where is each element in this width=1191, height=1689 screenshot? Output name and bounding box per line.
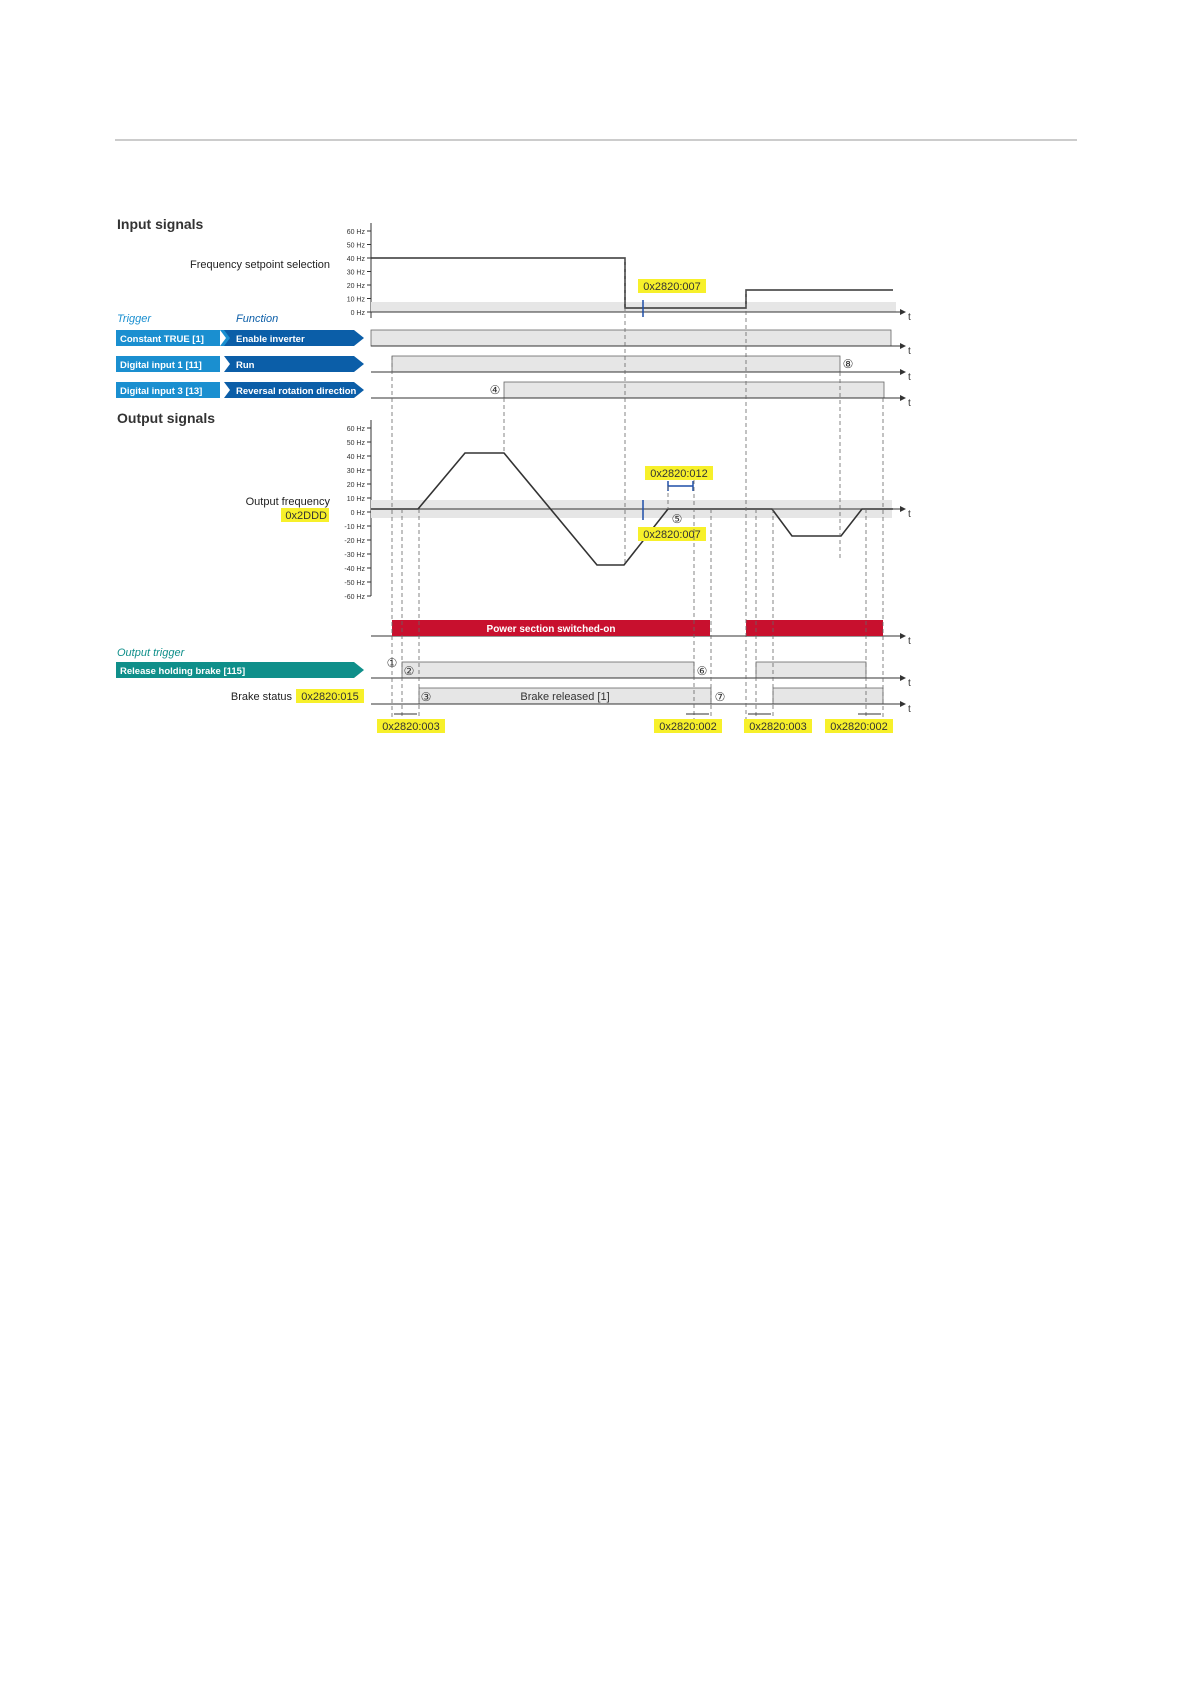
output-threshold-param-text: 0x2820:007: [643, 529, 701, 541]
setpoint-axis: [347, 223, 371, 318]
axis-tick-label: 50 Hz: [346, 440, 365, 447]
input-signals-heading: Input signals: [117, 216, 204, 232]
trigger-header: Trigger: [117, 313, 152, 325]
time-axis-label: t: [908, 312, 911, 323]
brake-status-param-text: 0x2820:015: [301, 691, 359, 703]
setpoint-waveform: [371, 258, 893, 308]
output-signals-heading: Output signals: [117, 410, 215, 426]
axis-tick-label: 0 Hz: [350, 310, 365, 317]
marker-4: ④: [489, 383, 501, 397]
output-frequency-param-text: 0x2DDD: [285, 510, 327, 522]
marker-8: ⑧: [842, 357, 854, 371]
axis-tick-label: 20 Hz: [346, 482, 365, 489]
output-trigger-row: [116, 662, 364, 678]
axis-tick-label: -30 Hz: [344, 552, 365, 559]
axis-tick-label: -60 Hz: [344, 594, 365, 601]
svg-text:0x2820:002: 0x2820:002: [830, 721, 888, 733]
output-axis: [344, 420, 371, 601]
brake-status-label: Brake status: [230, 691, 292, 703]
function-label: Reversal rotation direction: [236, 386, 357, 397]
svg-text:0x2820:002: 0x2820:002: [659, 721, 717, 733]
release-brake-signal-1: [402, 662, 694, 678]
svg-text:t: t: [908, 372, 911, 383]
axis-tick-label: -20 Hz: [344, 538, 365, 545]
svg-text:Release holding brake [115]: Release holding brake [115]: [120, 666, 246, 677]
svg-text:t: t: [908, 398, 911, 409]
axis-tick-label: 40 Hz: [346, 454, 365, 461]
brake-released-label: Brake released [1]: [520, 691, 610, 703]
function-header: Function: [236, 313, 279, 325]
trigger-row-run: [116, 356, 364, 372]
marker-3: ③: [420, 690, 432, 704]
svg-text:t: t: [908, 509, 911, 520]
svg-text:t: t: [908, 346, 911, 357]
brake-released-signal-2: [773, 688, 883, 704]
trigger-row-reversal: [116, 382, 364, 398]
svg-text:t: t: [908, 636, 911, 647]
power-section-label: Power section switched-on: [486, 624, 616, 635]
marker-7: ⑦: [714, 690, 726, 704]
axis-tick-label: -40 Hz: [344, 566, 365, 573]
axis-tick-label: 60 Hz: [346, 229, 365, 236]
axis-tick-label: 60 Hz: [346, 426, 365, 433]
svg-text:t: t: [908, 704, 911, 715]
svg-text:0x2820:003: 0x2820:003: [749, 721, 807, 733]
trigger-label: Digital input 1 [11]: [120, 360, 202, 371]
run-signal: [392, 356, 840, 372]
output-trigger-header: Output trigger: [117, 647, 185, 659]
delay-param-text: 0x2820:012: [650, 468, 708, 480]
power-section-bar-2: [746, 620, 883, 636]
output-frequency-label: Output frequency: [245, 496, 330, 508]
setpoint-threshold-band: [371, 302, 896, 312]
axis-tick-label: 20 Hz: [346, 283, 365, 290]
guide-lines: [392, 258, 883, 720]
svg-text:0x2820:003: 0x2820:003: [382, 721, 440, 733]
enable-inverter-signal: [371, 330, 891, 346]
reversal-signal: [504, 382, 884, 398]
step-markers: [387, 357, 854, 704]
axis-tick-label: -50 Hz: [344, 580, 365, 587]
setpoint-threshold-param-text: 0x2820:007: [643, 281, 701, 293]
axis-tick-label: 0 Hz: [350, 510, 365, 517]
axis-tick-label: -10 Hz: [344, 524, 365, 531]
axis-tick-label: 30 Hz: [346, 468, 365, 475]
function-label: Run: [236, 360, 255, 371]
trigger-label: Digital input 3 [13]: [120, 386, 203, 397]
axis-tick-label: 30 Hz: [346, 269, 365, 277]
axis-tick-label: 10 Hz: [346, 496, 365, 503]
trigger-row-enable-inverter: [116, 330, 364, 346]
trigger-label: Constant TRUE [1]: [120, 334, 204, 345]
axis-tick-label: 40 Hz: [346, 256, 365, 263]
marker-1: ①: [386, 656, 398, 670]
marker-5: ⑤: [671, 512, 683, 526]
marker-6: ⑥: [696, 664, 708, 678]
freq-setpoint-label: Frequency setpoint selection: [189, 259, 330, 271]
marker-2: ②: [403, 664, 415, 678]
svg-text:t: t: [908, 678, 911, 689]
function-label: Enable inverter: [236, 334, 305, 345]
axis-tick-label: 50 Hz: [346, 242, 365, 250]
release-brake-signal-2: [756, 662, 866, 678]
axis-tick-label: 10 Hz: [346, 296, 365, 304]
